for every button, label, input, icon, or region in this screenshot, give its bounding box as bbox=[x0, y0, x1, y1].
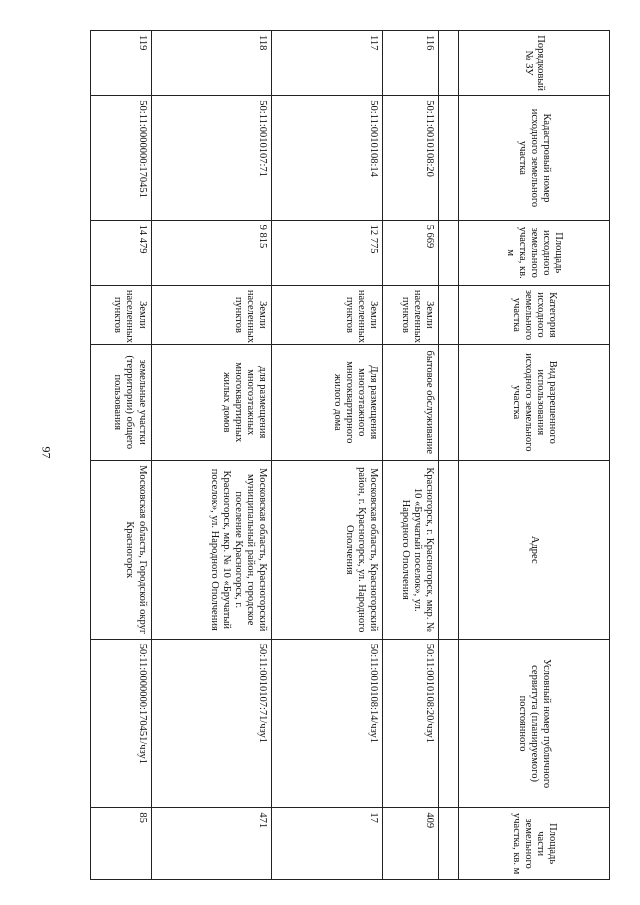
table-row bbox=[383, 31, 438, 880]
cell-area: 5 669 bbox=[383, 220, 438, 285]
table-row bbox=[151, 31, 272, 880]
header-area: Площадь исходного земельного участка, кв. м bbox=[458, 220, 609, 285]
header-use: Вид разрешенного использования исходного земельного участка bbox=[458, 344, 609, 460]
cell-conditional: 50:11:0010108:14/чзу1 bbox=[272, 639, 383, 808]
table-row bbox=[91, 31, 152, 880]
spacer-cell bbox=[438, 220, 458, 285]
cell-address: Московская область, Красногорский муниципальный район, городское поселение Красногорск, г. Красногорск, мкр. № 10 «Бручатый поселок», ул. Народного Ополчения bbox=[151, 460, 272, 639]
cell-use: Для размещения многоэтажного многоквартирного жилого дома bbox=[272, 344, 383, 460]
cell-category: Земли населенных пунктов bbox=[91, 285, 152, 344]
cell-category: Земли населенных пунктов bbox=[272, 285, 383, 344]
cell-use: бытовое обслуживание bbox=[383, 344, 438, 460]
cell-category: Земли населенных пунктов bbox=[383, 285, 438, 344]
header-category: Категория исходного земельного участка bbox=[458, 285, 609, 344]
cell-area: 9 815 bbox=[151, 220, 272, 285]
cell-cadastral: 50:11:0010108:14 bbox=[272, 96, 383, 220]
header-part-area: Площадь части земельного участка, кв. м bbox=[458, 808, 609, 880]
header-address: Адрес bbox=[458, 460, 609, 639]
cell-num: 117 bbox=[272, 31, 383, 96]
cell-num: 116 bbox=[383, 31, 438, 96]
rotated-table-container bbox=[90, 30, 610, 880]
cell-conditional: 50:11:0010108:20/чзу1 bbox=[383, 639, 438, 808]
cell-category: Земли населенных пунктов bbox=[151, 285, 272, 344]
cell-area: 14 479 bbox=[91, 220, 152, 285]
cell-conditional: 50:11:0010107:71/чзу1 bbox=[151, 639, 272, 808]
spacer-cell bbox=[438, 344, 458, 460]
cell-address: Красногорск, г. Красногорск, мкр. № 10 «Бручатый поселок», ул. Народного Ополчения bbox=[383, 460, 438, 639]
cell-part-area: 17 bbox=[272, 808, 383, 880]
cell-conditional: 50:11:0000000:170451/чзу1 bbox=[91, 639, 152, 808]
header-conditional: Условный номер публичного сервитута (планируемого) постоянного bbox=[458, 639, 609, 808]
table-header-row bbox=[458, 31, 609, 880]
header-num: Порядковый № ЗУ bbox=[458, 31, 609, 96]
servitude-table bbox=[90, 30, 610, 880]
cell-cadastral: 50:11:0000000:170451 bbox=[91, 96, 152, 220]
cell-use: земельные участки (территории) общего пользования bbox=[91, 344, 152, 460]
cell-address: Московская область, Городской округ Красногорск bbox=[91, 460, 152, 639]
spacer-cell bbox=[438, 285, 458, 344]
spacer-cell bbox=[438, 96, 458, 220]
spacer-cell bbox=[438, 460, 458, 639]
cell-use: для размещения многоэтажных многоквартирных жилых домов bbox=[151, 344, 272, 460]
cell-address: Московская область, Красногорский район, г. Красногорск, ул. Народного Ополчения bbox=[272, 460, 383, 639]
cell-cadastral: 50:11:0010107:71 bbox=[151, 96, 272, 220]
table-stage bbox=[90, 30, 610, 880]
page-number: 97 bbox=[39, 446, 54, 459]
cell-num: 119 bbox=[91, 31, 152, 96]
table-row bbox=[272, 31, 383, 880]
header-cadastral: Кадастровый номер исходного земельного участка bbox=[458, 96, 609, 220]
spacer-cell bbox=[438, 31, 458, 96]
cell-part-area: 409 bbox=[383, 808, 438, 880]
cell-area: 12 775 bbox=[272, 220, 383, 285]
spacer-cell bbox=[438, 639, 458, 808]
cell-part-area: 471 bbox=[151, 808, 272, 880]
spacer-row bbox=[438, 31, 458, 880]
cell-part-area: 85 bbox=[91, 808, 152, 880]
spacer-cell bbox=[438, 808, 458, 880]
cell-num: 118 bbox=[151, 31, 272, 96]
cell-cadastral: 50:11:0010108:20 bbox=[383, 96, 438, 220]
